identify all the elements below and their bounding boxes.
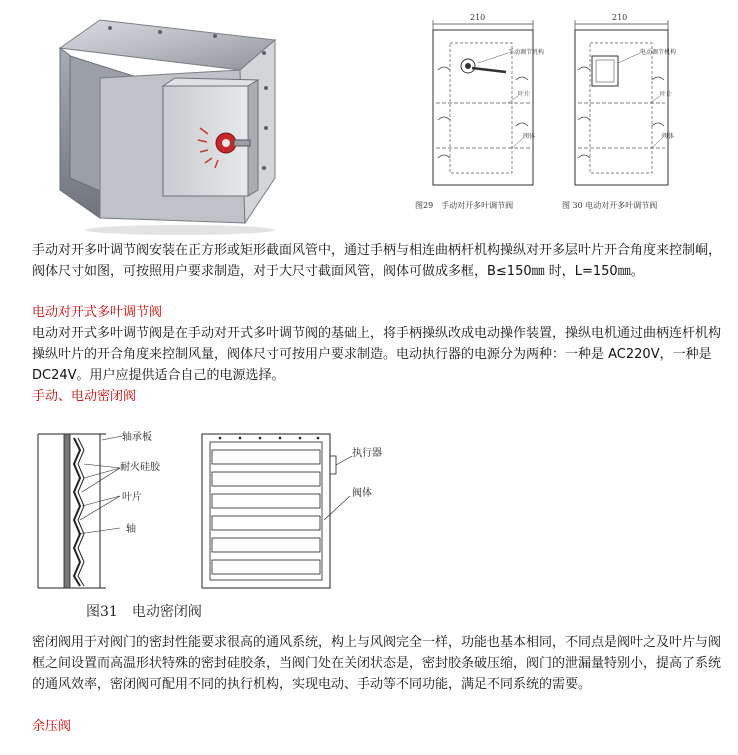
fig31-caption: 图31 电动密闭阀 bbox=[86, 604, 202, 620]
fig31-label-bearing-plate: 轴承板 bbox=[122, 432, 152, 443]
fig30-label-mechanism: 电动调节机构 bbox=[640, 49, 677, 56]
figure-29 bbox=[408, 8, 568, 213]
fig31-label-body: 阀体 bbox=[352, 488, 372, 499]
heading-pressure-relief-valve: 余压阀 bbox=[32, 719, 72, 734]
fig29-dimension: 210 bbox=[470, 13, 486, 22]
fig29-caption: 图29 手动对开多叶调节阀 bbox=[415, 201, 514, 210]
heading-electric-damper: 电动对开式多叶调节阀 bbox=[32, 305, 163, 320]
figure-30 bbox=[560, 8, 720, 213]
fig31-label-shaft: 轴 bbox=[126, 524, 136, 535]
fig31-label-silicone: 耐火硅胶 bbox=[120, 462, 160, 473]
fig29-label-blade: 叶片 bbox=[518, 91, 531, 98]
fig29-label-mechanism: 手动调节机构 bbox=[508, 49, 545, 56]
paragraph-sealed-damper: 密闭阀用于对阀门的密封性能要求很高的通风系统，构上与风阀完全一样，功能也基本相同，不同点是阀叶之及叶片与阀框之间设置而高温形状特殊的密封硅胶条，当阀门处在关闭状态是，密封胶条破压缩，阀门的泄漏量特别小，提高了系统的通风效率，密闭阀可配用不同的执行机构，实现电动、手动等不同功能，满足不同系统的需要。 bbox=[32, 635, 722, 692]
fig31-label-actuator: 执行器 bbox=[352, 448, 382, 459]
figure-31 bbox=[34, 420, 434, 620]
fig30-label-body: 阀体 bbox=[662, 133, 675, 140]
paragraph-manual-damper: 手动对开多叶调节阀安装在正方形或矩形截面风管中，通过手柄与相连曲柄杆机构操纵对开多层叶片开合角度来控制峒，阀体尺寸如图，可按照用户要求制造，对于大尺寸截面风管，阀体可做成多框，B≤150㎜ 时，L=150㎜。 bbox=[32, 243, 722, 279]
paragraph-electric-damper: 电动对开式多叶调节阀是在手动对开式多叶调节阀的基础上，将手柄操纵改成电动操作装置，操纵电机通过曲柄连杆机构操纵叶片的开合角度来控制风量，阀体尺寸可按用户要求制造。电动执行器的电源分为两种：一种是 AC220V，一种是 DC24V。用户应提供适合自己的电源选择。 bbox=[32, 326, 722, 383]
damper-photo bbox=[40, 8, 285, 236]
fig29-label-body: 阀体 bbox=[523, 133, 536, 140]
fig30-label-blade: 叶片 bbox=[660, 91, 673, 98]
fig31-label-blade: 叶片 bbox=[122, 492, 142, 503]
fig30-dimension: 210 bbox=[612, 13, 628, 22]
fig30-caption: 图 30 电动对开多叶调节阀 bbox=[562, 201, 658, 210]
heading-sealed-damper: 手动、电动密闭阀 bbox=[32, 389, 137, 404]
